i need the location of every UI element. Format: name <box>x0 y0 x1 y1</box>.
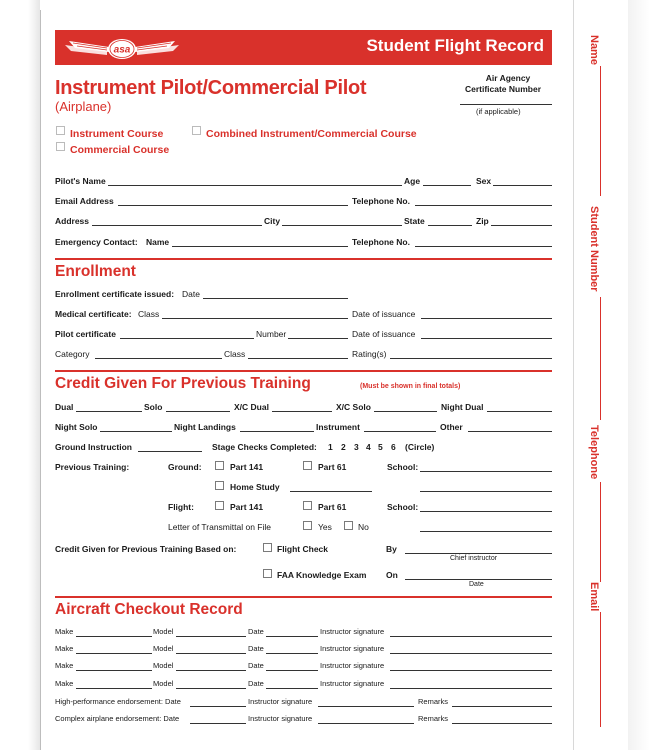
model-label: Model <box>153 679 174 688</box>
tab-label-telephone: Telephone <box>588 425 600 480</box>
make-field[interactable] <box>76 670 152 671</box>
commercial-course-checkbox[interactable] <box>56 142 65 151</box>
xc-solo-field[interactable] <box>374 411 437 412</box>
stage-number[interactable]: 1 <box>328 442 333 452</box>
agency-note: (if applicable) <box>476 107 521 116</box>
class-label: Class <box>224 349 246 359</box>
complex-instructor-label: Instructor signature <box>248 714 313 723</box>
other-label: Other <box>440 422 463 432</box>
medical-class-label: Class <box>138 309 160 319</box>
enrollment-heading: Enrollment <box>55 263 136 280</box>
instrument-label: Instrument <box>316 422 360 432</box>
make-label: Make <box>55 679 74 688</box>
instructor-signature-label: Instructor signature <box>320 679 385 688</box>
letter-yes-checkbox[interactable] <box>303 521 312 530</box>
zip-label: Zip <box>476 216 489 226</box>
ground-part141-checkbox[interactable] <box>215 461 224 470</box>
faa-exam-label: FAA Knowledge Exam <box>277 570 367 580</box>
date-label: Date <box>248 661 264 670</box>
chief-instructor-caption: Chief instructor <box>450 555 498 562</box>
night-dual-label: Night Dual <box>441 402 484 412</box>
stage-number[interactable]: 4 <box>366 442 371 452</box>
asa-wings-logo <box>61 33 183 62</box>
night-landings-field[interactable] <box>240 431 314 432</box>
flight-school-label: School: <box>387 502 419 512</box>
category-field[interactable] <box>95 358 222 359</box>
letter-no-label: No <box>358 522 369 532</box>
agency-number-line[interactable] <box>460 104 552 105</box>
address-field[interactable] <box>92 225 262 226</box>
flight-part61-label: Part 61 <box>318 502 347 512</box>
tab-label-name: Name <box>588 35 600 65</box>
zip-field[interactable] <box>491 225 552 226</box>
night-solo-field[interactable] <box>100 431 172 432</box>
ratings-label: Rating(s) <box>352 349 387 359</box>
date-field[interactable] <box>266 653 318 654</box>
solo-label: Solo <box>144 402 163 412</box>
checkout-heading: Aircraft Checkout Record <box>55 601 243 618</box>
tab-label-email: Email <box>588 582 600 612</box>
agency-label-2: Certificate Number <box>464 84 542 94</box>
tab-label-student-number: Student Number <box>588 206 600 292</box>
other-field[interactable] <box>468 431 552 432</box>
model-field[interactable] <box>176 636 246 637</box>
emergency-name-label: Name <box>146 237 170 247</box>
tab-rule <box>600 66 601 196</box>
make-label: Make <box>55 644 74 653</box>
date-label: Date <box>248 679 264 688</box>
enrollment-date-label: Date <box>182 289 200 299</box>
pilot-cert-number-label: Number <box>256 329 287 339</box>
emergency-name-field[interactable] <box>172 246 348 247</box>
agency-label-1: Air Agency <box>485 73 531 83</box>
pilot-cert-label: Pilot certificate <box>55 329 116 339</box>
age-label: Age <box>404 176 421 186</box>
ground-instruction-field[interactable] <box>138 451 202 452</box>
ground-part61-label: Part 61 <box>318 462 347 472</box>
address-label: Address <box>55 216 90 226</box>
home-study-label: Home Study <box>230 482 280 492</box>
ground-label: Ground: <box>168 462 202 472</box>
high-performance-date-field[interactable] <box>190 706 246 707</box>
city-field[interactable] <box>282 225 402 226</box>
pilot-cert-issuance-label: Date of issuance <box>352 329 416 339</box>
flight-part61-checkbox[interactable] <box>303 501 312 510</box>
medical-issuance-field[interactable] <box>421 318 552 319</box>
pilot-name-label: Pilot's Name <box>55 176 106 186</box>
ground-part61-checkbox[interactable] <box>303 461 312 470</box>
section-divider <box>55 258 552 260</box>
make-field[interactable] <box>76 688 152 689</box>
complex-remarks-field[interactable] <box>452 723 552 724</box>
letter-no-checkbox[interactable] <box>344 521 353 530</box>
make-label: Make <box>55 661 74 670</box>
instrument-field[interactable] <box>364 431 436 432</box>
exam-date-caption: Date <box>469 581 484 588</box>
pilot-cert-issuance-field[interactable] <box>421 338 552 339</box>
instructor-signature-label: Instructor signature <box>320 627 385 636</box>
previous-training-label: Previous Training: <box>55 462 130 472</box>
make-label: Make <box>55 627 74 636</box>
email-field[interactable] <box>118 205 348 206</box>
faa-exam-checkbox[interactable] <box>263 569 272 578</box>
model-field[interactable] <box>176 670 246 671</box>
letter-transmittal-label: Letter of Transmittal on File <box>168 522 271 532</box>
date-field[interactable] <box>266 688 318 689</box>
class-field[interactable] <box>248 358 348 359</box>
night-solo-label: Night Solo <box>55 422 98 432</box>
date-label: Date <box>248 644 264 653</box>
on-label: On <box>386 570 398 580</box>
enrollment-cert-label: Enrollment certificate issued: <box>55 289 175 299</box>
instructor-signature-label: Instructor signature <box>320 661 385 670</box>
solo-field[interactable] <box>166 411 230 412</box>
emergency-contact-label: Emergency Contact: <box>55 237 138 247</box>
flight-check-label: Flight Check <box>277 544 329 554</box>
stage-checks-label: Stage Checks Completed: <box>212 442 317 452</box>
telephone-field[interactable] <box>415 205 552 206</box>
stage-number[interactable]: 2 <box>341 442 346 452</box>
instructor-signature-label: Instructor signature <box>320 644 385 653</box>
instructor-signature-field[interactable] <box>390 636 552 637</box>
high-perf-signature-field[interactable] <box>318 706 414 707</box>
pilot-cert-number-field[interactable] <box>288 338 348 339</box>
stage-number[interactable]: 5 <box>378 442 383 452</box>
header-bar <box>55 30 552 65</box>
letter-yes-label: Yes <box>318 522 332 532</box>
medical-class-field[interactable] <box>162 318 348 319</box>
instructor-signature-field[interactable] <box>390 653 552 654</box>
date-field[interactable] <box>266 636 318 637</box>
instrument-course-checkbox[interactable] <box>56 126 65 135</box>
ground-school-field-2[interactable] <box>420 491 552 492</box>
night-landings-label: Night Landings <box>174 422 236 432</box>
stage-circle-note: (Circle) <box>405 442 435 452</box>
ground-instruction-label: Ground Instruction <box>55 442 132 452</box>
age-field[interactable] <box>423 185 471 186</box>
combined-course-label: Combined Instrument/Commercial Course <box>206 128 417 140</box>
emergency-phone-field[interactable] <box>415 246 552 247</box>
instrument-course-label: Instrument Course <box>70 128 164 140</box>
chief-instructor-field[interactable] <box>405 553 552 554</box>
state-label: State <box>404 216 425 226</box>
stage-number[interactable]: 3 <box>354 442 359 452</box>
flight-school-field-2[interactable] <box>420 531 552 532</box>
pilot-cert-field[interactable] <box>120 338 254 339</box>
date-label: Date <box>248 627 264 636</box>
model-field[interactable] <box>176 653 246 654</box>
date-field[interactable] <box>266 670 318 671</box>
xc-solo-label: X/C Solo <box>336 402 371 412</box>
complex-label: Complex airplane endorsement: Date <box>55 714 180 723</box>
complex-remarks-label: Remarks <box>418 714 449 723</box>
xc-dual-label: X/C Dual <box>234 402 269 412</box>
emergency-phone-label: Telephone No. <box>352 237 410 247</box>
high-performance-label: High-performance endorsement: Date <box>55 697 181 706</box>
pilot-name-field[interactable] <box>108 185 402 186</box>
high-perf-instructor-label: Instructor signature <box>248 697 313 706</box>
form-title: Student Flight Record <box>366 36 544 55</box>
logo-text: asa <box>113 44 131 56</box>
home-study-field[interactable] <box>290 491 372 492</box>
section-divider <box>55 596 552 598</box>
page-stack-edge <box>28 0 40 750</box>
ground-school-field[interactable] <box>420 471 552 472</box>
ground-part141-label: Part 141 <box>230 462 264 472</box>
high-perf-remarks-label: Remarks <box>418 697 449 706</box>
tab-rule <box>600 297 601 420</box>
medical-issuance-label: Date of issuance <box>352 309 416 319</box>
medical-cert-label: Medical certificate: <box>55 309 132 319</box>
flight-label: Flight: <box>168 502 194 512</box>
instructor-signature-field[interactable] <box>390 688 552 689</box>
telephone-label: Telephone No. <box>352 196 410 206</box>
complex-date-field[interactable] <box>190 723 246 724</box>
flight-school-field[interactable] <box>420 511 552 512</box>
commercial-course-label: Commercial Course <box>70 144 170 156</box>
credit-based-on-label: Credit Given for Previous Training Based on: <box>55 544 237 554</box>
page-title: Instrument Pilot/Commercial Pilot <box>55 77 367 99</box>
section-divider <box>55 370 552 372</box>
ratings-field[interactable] <box>390 358 552 359</box>
high-perf-remarks-field[interactable] <box>452 706 552 707</box>
enrollment-date-field[interactable] <box>203 298 348 299</box>
page-subtitle: (Airplane) <box>55 99 112 114</box>
model-label: Model <box>153 661 174 670</box>
dual-field[interactable] <box>76 411 142 412</box>
tab-rule <box>600 482 601 582</box>
make-field[interactable] <box>76 653 152 654</box>
model-label: Model <box>153 627 174 636</box>
flight-part141-label: Part 141 <box>230 502 264 512</box>
home-study-checkbox[interactable] <box>215 481 224 490</box>
credit-note: (Must be shown in final totals) <box>360 383 461 390</box>
combined-course-checkbox[interactable] <box>192 126 201 135</box>
flight-part141-checkbox[interactable] <box>215 501 224 510</box>
xc-dual-field[interactable] <box>272 411 332 412</box>
sex-label: Sex <box>476 176 492 186</box>
city-label: City <box>264 216 281 226</box>
flight-check-checkbox[interactable] <box>263 543 272 552</box>
category-label: Category <box>55 349 90 359</box>
model-label: Model <box>153 644 174 653</box>
sex-field[interactable] <box>493 185 552 186</box>
exam-date-field[interactable] <box>405 579 552 580</box>
stage-number[interactable]: 6 <box>391 442 396 452</box>
school-label: School: <box>387 462 419 472</box>
dual-label: Dual <box>55 402 74 412</box>
by-label: By <box>386 544 397 554</box>
state-field[interactable] <box>428 225 472 226</box>
email-label: Email Address <box>55 196 114 206</box>
night-dual-field[interactable] <box>487 411 552 412</box>
tab-rule <box>600 612 601 727</box>
instructor-signature-field[interactable] <box>390 670 552 671</box>
model-field[interactable] <box>176 688 246 689</box>
make-field[interactable] <box>76 636 152 637</box>
credit-heading: Credit Given For Previous Training <box>55 375 311 392</box>
index-tab-edge <box>628 0 650 750</box>
complex-signature-field[interactable] <box>318 723 414 724</box>
